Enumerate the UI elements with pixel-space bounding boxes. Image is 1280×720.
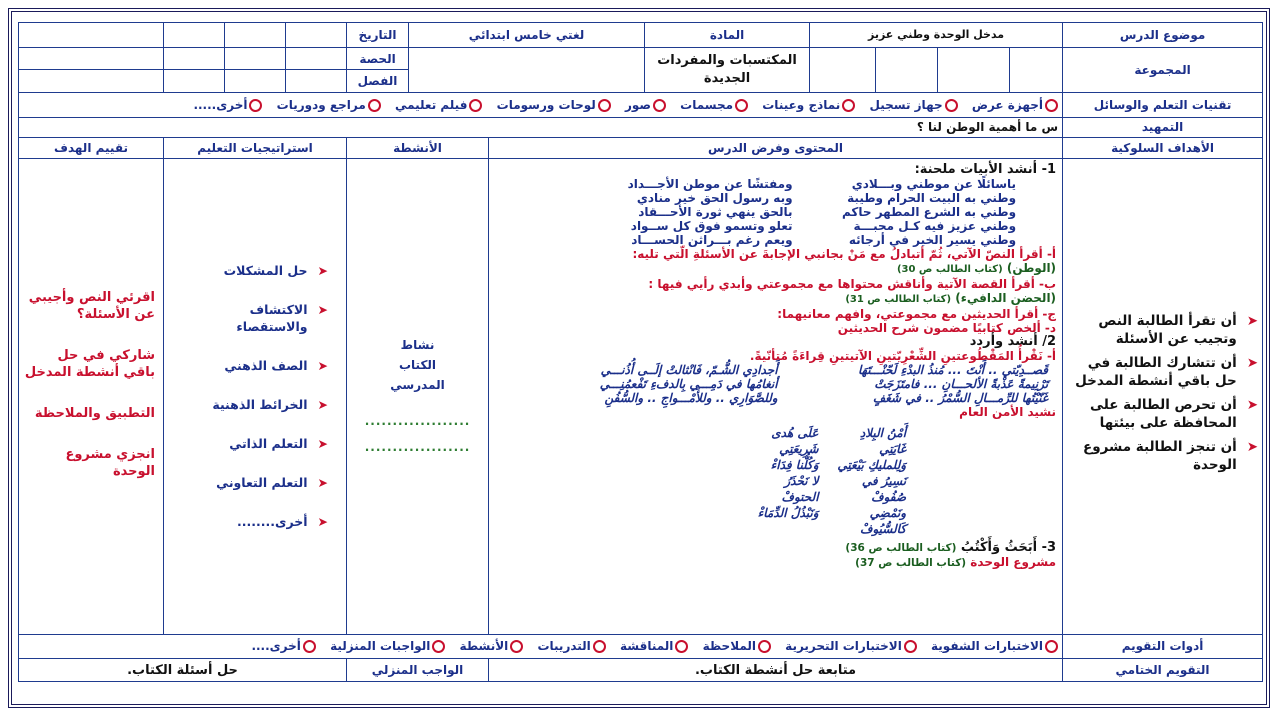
assessment-option[interactable]: التدريبات <box>537 639 605 653</box>
tool-option[interactable]: مجسمات <box>680 98 748 112</box>
verse: ومفتشًا عن موطن الأجـــداد <box>627 176 793 191</box>
lesson-content <box>489 158 1063 634</box>
class-cell-2[interactable] <box>225 70 286 93</box>
verse: وطني يسير الخير في أرجائه <box>848 232 1017 247</box>
radio-circle-icon <box>249 99 262 112</box>
evaluation-item: شاركي في حل باقي أنشطة المدخل <box>24 347 155 380</box>
arrow-left-icon: ➤ <box>317 514 328 530</box>
tool-option[interactable]: فيلم تعليمي <box>395 98 483 112</box>
arrow-left-icon: ➤ <box>1246 439 1259 456</box>
dotted-line: ................... <box>364 414 471 429</box>
assessment-option[interactable]: الأنشطة <box>460 639 524 653</box>
content-heading-1: 1- أنشد الأبيات ملحنة: <box>914 161 1057 177</box>
arrow-left-icon: ➤ <box>1246 355 1259 372</box>
poem-verses <box>495 177 1056 247</box>
verse: عَلَى هُدى شَرِيعَتِي <box>771 425 819 456</box>
verse: وَنَبْذُلُ الدِّمَاءْ <box>757 505 819 520</box>
strategy-item: ➤ التعلم التعاوني <box>216 475 328 491</box>
radio-circle-icon <box>368 99 381 112</box>
period-cell-3[interactable] <box>164 47 225 70</box>
date-cell-1[interactable] <box>286 23 347 48</box>
verse: قَصــدِيّتي .. أَنْتَ ... مُنذُ البدْءِ لَحّنْـــتَهَا <box>858 362 1049 377</box>
assessment-option[interactable]: أخرى.... <box>251 639 315 653</box>
group-cell-3[interactable] <box>876 47 938 92</box>
verse: وطني عزيز فيه كـل محبـــة <box>853 218 1017 233</box>
activity-text: نشاط الكتاب المدرسي <box>390 338 445 393</box>
group-cell-2[interactable] <box>938 47 1010 92</box>
date-label: التاريخ <box>347 23 409 48</box>
date-cell-3[interactable] <box>164 23 225 48</box>
strategy-item: ➤ التعلم الذاتي <box>229 436 328 452</box>
verse: وَكُلُّنا فِدَاءْ <box>770 457 819 472</box>
verse: أَمْنُ البِلادِ غَايَتِي <box>859 425 907 456</box>
verse: تعلو وتسمو فوق كل ســواد <box>630 218 793 233</box>
verse: وللصَّوَارِي .. وللأَمْـــواجِ .. والسُّفُنِ <box>604 390 778 405</box>
verse: نَسِيرُ في صُفُوفْ <box>861 473 907 504</box>
strategy-item: ➤ الصف الذهني <box>224 358 328 374</box>
vocab-label: المكتسبات والمفردات الجديدة <box>645 47 810 92</box>
period-cell-2[interactable] <box>225 47 286 70</box>
period-label: الحصة <box>347 47 409 70</box>
arrow-left-icon: ➤ <box>317 436 328 452</box>
activities-cell <box>347 158 489 634</box>
strategy-item: ➤ حل المشكلات <box>223 263 328 279</box>
tool-option[interactable]: صور <box>625 98 666 112</box>
evaluation-item: التطبيق والملاحظة <box>34 405 155 421</box>
period-cell-1[interactable] <box>286 47 347 70</box>
activities-header: الأنشطة <box>347 138 489 159</box>
content-item-c: ج- أقرأ الحديثين مع مجموعتي، وافهم معانيهما: <box>777 306 1057 321</box>
homework-label: الواجب المنزلي <box>347 659 489 682</box>
poem2-verses <box>495 363 1056 405</box>
vocab-value[interactable] <box>409 47 645 92</box>
homework-value: حل أسئلة الكتاب. <box>19 659 347 682</box>
lesson-topic-label: موضوع الدرس <box>1063 23 1263 48</box>
tools-options <box>19 92 1063 117</box>
radio-circle-icon <box>1045 99 1058 112</box>
radio-circle-icon <box>675 640 688 653</box>
radio-circle-icon <box>1045 640 1058 653</box>
final-eval-value: متابعة حل أنشطة الكتاب. <box>489 659 1063 682</box>
radio-circle-icon <box>735 99 748 112</box>
tool-option[interactable]: مراجع ودوريات <box>277 98 381 112</box>
strategy-item: ➤ الاكتشاف والاستقصاء <box>236 302 328 335</box>
tool-option[interactable]: جهاز تسجيل <box>870 98 958 112</box>
assessment-option[interactable]: المناقشة <box>620 639 688 653</box>
radio-circle-icon <box>469 99 482 112</box>
verse: لا نَحْذَرُ الحتوفْ <box>781 473 819 504</box>
verse: وطني به البيت الحرام وطيبة <box>847 190 1017 205</box>
content-item-d: د- ألخص كتابيًا مضمون شرح الحديثين <box>837 320 1057 335</box>
verse: وَلِلمليكِ بَيْعَتِي <box>837 457 907 472</box>
arrow-left-icon: ➤ <box>317 397 328 413</box>
radio-circle-icon <box>510 640 523 653</box>
arrow-left-icon: ➤ <box>317 263 328 279</box>
arrow-left-icon: ➤ <box>317 475 328 491</box>
arrow-left-icon: ➤ <box>1246 397 1259 414</box>
arrow-left-icon: ➤ <box>1246 313 1259 330</box>
arrow-left-icon: ➤ <box>317 358 328 374</box>
date-cell-2[interactable] <box>225 23 286 48</box>
tool-option[interactable]: أخرى..... <box>193 98 262 112</box>
content-item-b: ب- أقرأ القصة الآتية وأناقش محتواها مع مجموعتي وأبدي رأيي فيها : <box>648 276 1057 291</box>
verse: أَجدادِي الشُّـمّ، فَانْثالتْ إلَــى أُذُنـــي <box>600 362 778 377</box>
group-cell-1[interactable] <box>1010 47 1063 92</box>
evaluation-item: اقرئي النص وأجيبي عن الأسئلة؟ <box>28 289 155 322</box>
content-heading-2: 2/ أنشد وأردد <box>969 333 1057 349</box>
radio-circle-icon <box>653 99 666 112</box>
verse: غَنّيْتُها للرِّمـــالِ السُّمْرُ .. في شَغَفٍ <box>872 390 1049 405</box>
final-eval-label: التقويم الختامي <box>1063 659 1263 682</box>
verse: ونَمْضِي كَالسُّيُوفْ <box>860 505 907 536</box>
assessment-options <box>19 634 1063 659</box>
tool-option[interactable]: نماذج وعينات <box>762 98 855 112</box>
assessment-option[interactable]: الواجبات المنزلية <box>330 639 445 653</box>
objective-item: ➤ أن تتشارك الطالبة في حل باقي أنشطة المدخل <box>1075 355 1259 390</box>
assessment-option[interactable]: الاختبارات الشفوية <box>931 639 1058 653</box>
evaluation-header: تقييم الهدف <box>19 138 164 159</box>
lesson-topic-value: مدخل الوحدة وطني عزيز <box>810 23 1063 48</box>
evaluation-item: انجزي مشروع الوحدة <box>65 446 155 479</box>
verse: بالحق ينهي ثورة الأحـــقاد <box>638 204 793 219</box>
strategy-item: ➤ أخرى........ <box>237 514 328 530</box>
evaluation-list <box>19 158 164 634</box>
radio-circle-icon <box>758 640 771 653</box>
intro-question: س ما أهمية الوطن لنا ؟ <box>19 117 1063 138</box>
tool-option[interactable]: لوحات ورسومات <box>497 98 611 112</box>
assessment-label: أدوات التقويم <box>1063 634 1263 659</box>
lesson-plan <box>18 22 1262 682</box>
verse: ويعم رغم بـــراثن الحســـاد <box>631 232 793 247</box>
radio-circle-icon <box>904 640 917 653</box>
strategies-header: استراتيجيات التعليم <box>164 138 347 159</box>
anthem-title: نشيد الأمن العام <box>959 404 1057 419</box>
subject-value: لغتي خامس ابتدائي <box>409 23 645 48</box>
content-ref-a: (الوطن) (كتاب الطالب ص 30) <box>896 260 1057 275</box>
strategy-item: ➤ الخرائط الذهنية <box>212 397 328 413</box>
verse: ياسائلًا عن موطني وبـــلادي <box>851 176 1017 191</box>
anthem-verses <box>495 425 1056 537</box>
objective-item: ➤ أن تنجز الطالبة مشروع الوحدة <box>1082 439 1259 474</box>
radio-circle-icon <box>598 99 611 112</box>
radio-circle-icon <box>593 640 606 653</box>
radio-circle-icon <box>945 99 958 112</box>
content-item-a: أ- أقرأ النصّ الآتي، ثُمّ أتبادلُ مع مَنْ بجانبي الإجابةَ عن الأسئلةِ الّتي تليه: <box>632 246 1057 261</box>
arrow-left-icon: ➤ <box>317 302 328 318</box>
content-heading-3: 3- أَبَحَثُ وَأَكْتُبُ (كتاب الطالب ص 36) <box>845 539 1057 555</box>
group-label: المجموعة <box>1063 47 1263 92</box>
class-label: الفصل <box>347 70 409 93</box>
radio-circle-icon <box>842 99 855 112</box>
objectives-header: الأهداف السلوكية <box>1063 138 1263 159</box>
strategies-list <box>164 158 347 634</box>
intro-label: التمهيد <box>1063 117 1263 138</box>
date-cell-4[interactable] <box>19 23 164 48</box>
assessment-option[interactable]: الملاحظة <box>703 639 771 653</box>
radio-circle-icon <box>432 640 445 653</box>
radio-circle-icon <box>303 640 316 653</box>
subject-label: المادة <box>645 23 810 48</box>
class-cell-3[interactable] <box>164 70 225 93</box>
tools-label: تقنيات التعلم والوسائل <box>1063 92 1263 117</box>
assessment-option[interactable]: الاختبارات التحريرية <box>785 639 917 653</box>
dotted-line: ................... <box>364 440 471 455</box>
group-cell-4[interactable] <box>810 47 876 92</box>
tool-option[interactable]: أجهزة عرض <box>972 98 1058 112</box>
class-cell-4[interactable] <box>19 70 164 93</box>
verse: تَرْنِيمةً عَذْبةً الألحـــانِ ... فامتَزَجَتْ <box>874 376 1049 391</box>
content-item-a2: أ- نَقْرأُ المَقْطُوعتينِ الشِّعْرِيّتينِ الآتيتينِ قِراءَةً مُتأنّيةً. <box>749 348 1057 363</box>
verse: أنغامُها في دَمِـــي بِالدفءِ تَفْعمُنِـــي <box>599 376 778 391</box>
project-line: مشروع الوحدة (كتاب الطالب ص 37) <box>855 554 1057 569</box>
content-header: المحتوى وفرض الدرس <box>489 138 1063 159</box>
objective-item: ➤ أن تقرأ الطالبة النص وتجيب عن الأسئلة <box>1098 313 1259 348</box>
objective-item: ➤ أن تحرص الطالبة على المحافظة على بيئتها <box>1090 397 1259 432</box>
content-ref-b: (الحضن الدافيء) (كتاب الطالب ص 31) <box>845 290 1057 305</box>
objectives-list <box>1063 158 1263 634</box>
verse: وبه رسول الحق خير منادي <box>636 190 793 205</box>
class-cell-1[interactable] <box>286 70 347 93</box>
period-cell-4[interactable] <box>19 47 164 70</box>
verse: وطني به الشرع المطهر حاكم <box>841 204 1017 219</box>
lesson-plan-table <box>18 22 1263 682</box>
